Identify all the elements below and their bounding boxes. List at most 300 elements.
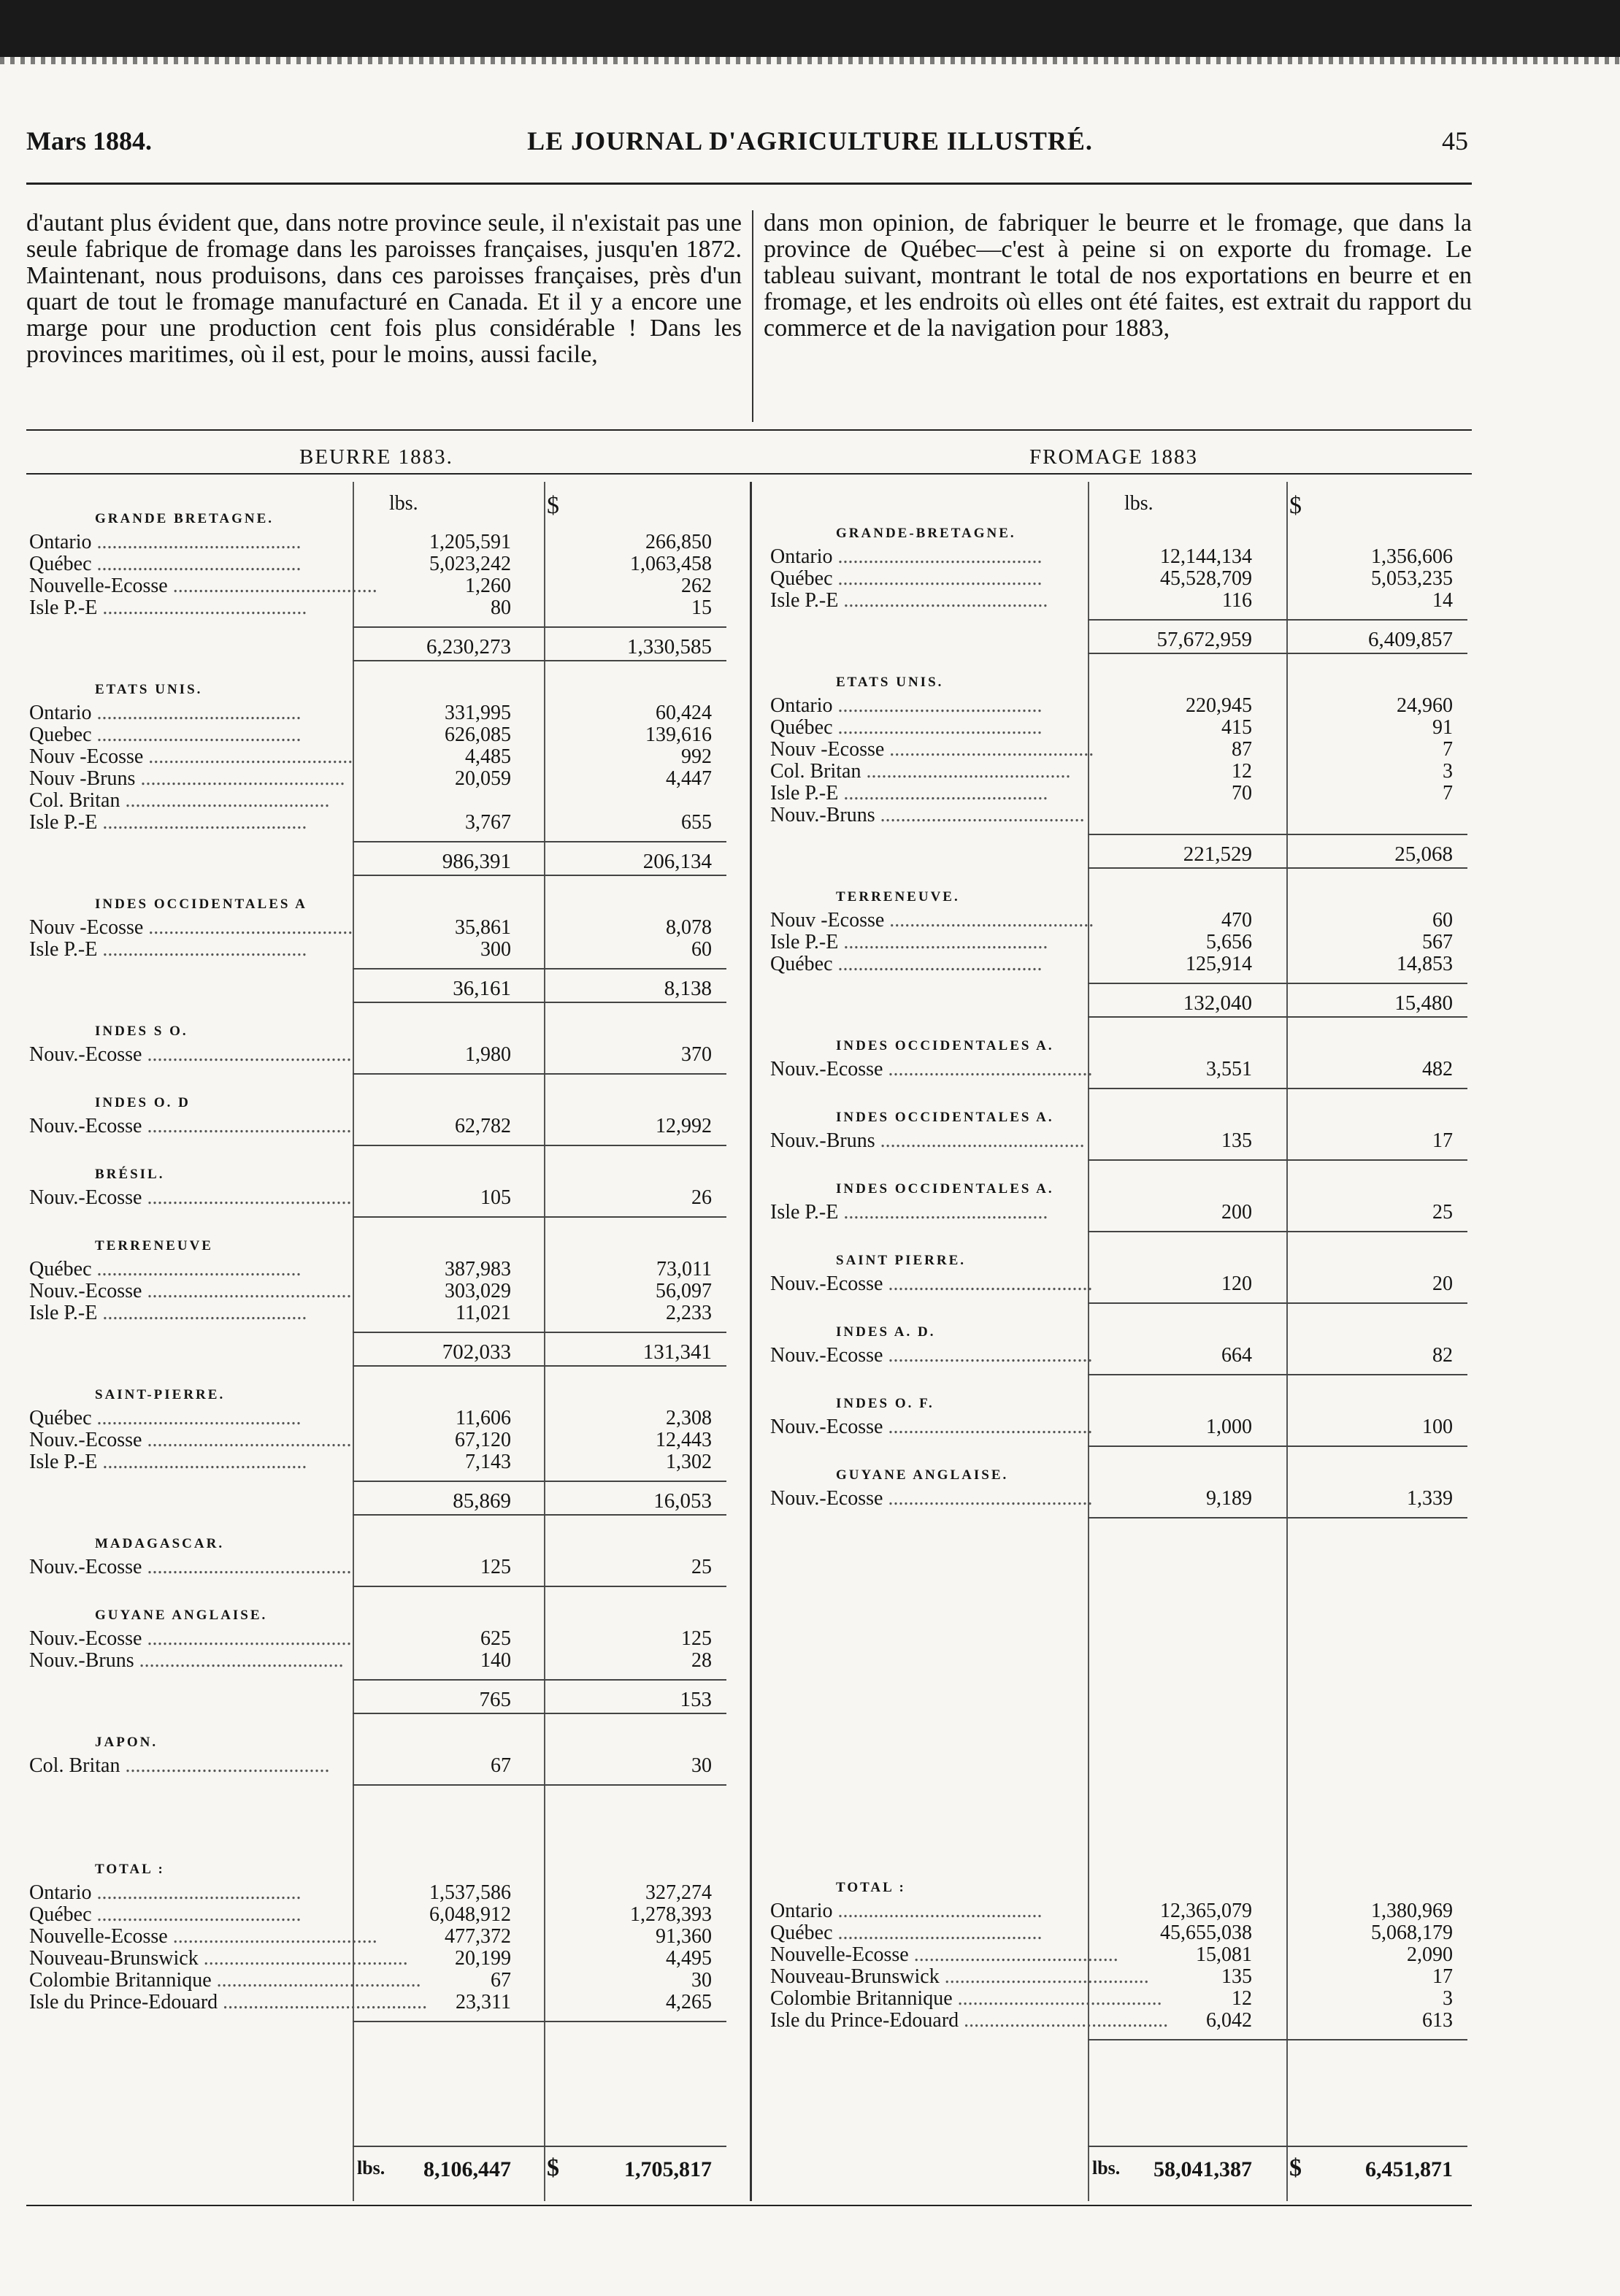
row-label-text: Quebec [29, 723, 92, 746]
row-lbs: 300 [480, 938, 511, 961]
fromage-group-title: INDES OCCIDENTALES A. [836, 1181, 1054, 1197]
subtotal-rule [353, 841, 726, 842]
beurre-table-row [29, 1044, 712, 1066]
row-label [770, 1272, 1093, 1295]
fromage-table-row [770, 568, 1453, 590]
leader-dots: ........................................ [198, 1947, 408, 1970]
beurre-table-row [29, 790, 712, 812]
beurre-group-title: ETATS UNIS. [95, 682, 203, 697]
row-label-text: Isle P.-E [770, 589, 839, 612]
leader-dots: ........................................ [91, 1407, 302, 1429]
leader-dots: ........................................ [952, 1987, 1162, 2010]
row-label [29, 1556, 352, 1578]
intro-bottom-rule [26, 429, 1472, 431]
row-dollars: 3 [1443, 760, 1453, 783]
fromage-group-title: TERRENEUVE. [836, 889, 960, 905]
beurre-table-row [29, 1926, 712, 1948]
row-dollars: 17 [1432, 1965, 1453, 1988]
row-lbs: 5,656 [1206, 931, 1252, 953]
row-dollars: 2,090 [1407, 1943, 1453, 1966]
row-label-text: Nouv.-Ecosse [29, 1280, 142, 1302]
subtotal-lbs: 6,230,273 [426, 635, 511, 659]
group-rule [1088, 1088, 1467, 1089]
row-label-text: Nouv.-Bruns [29, 1649, 134, 1672]
row-lbs: 3,767 [465, 811, 511, 834]
fromage-table-row [770, 695, 1453, 717]
subtotal-bottom-rule [1088, 1016, 1467, 1018]
group-rule [353, 1586, 726, 1587]
row-dollars: 262 [681, 575, 712, 597]
row-dollars: 60,424 [656, 702, 712, 724]
row-label [770, 1987, 1162, 2010]
row-label-text: Québec [29, 1903, 92, 1926]
beurre-group-title: TERRENEUVE [95, 1238, 213, 1253]
leader-dots: ........................................ [884, 909, 1094, 932]
row-label-text: Nouv -Bruns [29, 767, 136, 790]
row-dollars: 655 [681, 811, 712, 834]
row-dollars: 25 [691, 1556, 712, 1578]
beurre-table-row [29, 1302, 712, 1324]
intro-paragraph-right: dans mon opinion, de fabriquer le beurre et le fromage, que dans la province de Québec—c'est à peine si on exporte du fromage. Le tableau suivant, montrant le total de nos exportations en beurre et en fromage, et les endroits où elles ont été faites, est extrait du rapport du commerce et de la navigation pour 1883, [764, 210, 1472, 342]
row-label-text: Nouv.-Ecosse [29, 1043, 142, 1066]
fromage-group-title: INDES A. D. [836, 1324, 936, 1340]
fromage-table-row [770, 590, 1453, 612]
row-dollars: 2,308 [666, 1407, 712, 1429]
leader-dots: ........................................ [142, 1429, 352, 1451]
row-dollars: 12,443 [656, 1429, 712, 1451]
row-dollars: 60 [691, 938, 712, 961]
leader-dots: ........................................ [134, 1649, 344, 1672]
row-dollars: 7 [1443, 782, 1453, 805]
row-label-text: Québec [29, 553, 92, 575]
leader-dots: ........................................ [91, 723, 302, 746]
fromage-table-row [770, 1130, 1453, 1152]
beurre-subtotal-row [29, 1489, 712, 1513]
row-dollars: 4,265 [666, 1991, 712, 2013]
row-lbs: 664 [1221, 1344, 1252, 1367]
row-label-text: Nouveau-Brunswick [770, 1965, 940, 1988]
beurre-table-row [29, 531, 712, 553]
row-lbs: 387,983 [445, 1258, 511, 1281]
row-lbs: 625 [480, 1627, 511, 1650]
leader-dots: ........................................ [883, 1272, 1093, 1295]
row-label [770, 2009, 1169, 2032]
row-label-text: Isle P.-E [29, 938, 98, 961]
row-lbs: 135 [1221, 1129, 1252, 1152]
row-lbs: 331,995 [445, 702, 511, 724]
leader-dots: ........................................ [120, 1754, 330, 1777]
row-label [29, 1259, 348, 1281]
row-label [770, 1416, 1093, 1438]
row-label [770, 590, 1083, 612]
row-label [29, 1302, 348, 1324]
row-dollars: 4,495 [666, 1947, 712, 1970]
leader-dots: ........................................ [884, 738, 1094, 761]
row-lbs: 1,980 [465, 1043, 511, 1066]
row-label-text: Nouv -Ecosse [770, 738, 885, 761]
fromage-table-row [770, 739, 1453, 761]
row-lbs: 120 [1221, 1272, 1252, 1295]
leader-dots: ........................................ [211, 1969, 421, 1992]
row-dollars: 1,339 [1407, 1487, 1453, 1510]
fromage-table-row [770, 1416, 1453, 1438]
fromage-table-row [770, 932, 1453, 953]
beurre-group-title: INDES OCCIDENTALES A [95, 896, 307, 912]
row-dollars: 15 [691, 596, 712, 619]
row-label [29, 597, 348, 619]
fromage-unit-lbs: lbs. [1124, 492, 1153, 515]
row-label [29, 553, 348, 575]
row-lbs: 220,945 [1186, 694, 1252, 717]
leader-dots: ........................................ [838, 1201, 1048, 1224]
row-lbs: 6,042 [1206, 2009, 1252, 2032]
row-label [770, 805, 1083, 826]
group-rule [1088, 1302, 1467, 1304]
row-label [29, 1755, 348, 1777]
row-dollars: 60 [1432, 909, 1453, 932]
row-label-text: Ontario [770, 694, 833, 717]
row-dollars: 30 [691, 1969, 712, 1992]
row-lbs: 116 [1222, 589, 1252, 612]
row-lbs: 23,311 [456, 1991, 511, 2013]
leader-dots: ........................................ [883, 1416, 1093, 1438]
row-label-text: Nouvelle-Ecosse [29, 1925, 168, 1948]
row-label-text: Ontario [770, 545, 833, 568]
row-dollars: 1,302 [666, 1451, 712, 1473]
subtotal-bottom-rule [1088, 653, 1467, 654]
row-label-text: Nouv -Ecosse [29, 745, 144, 768]
leader-dots: ........................................ [883, 1344, 1093, 1367]
row-label [29, 745, 353, 768]
row-dollars: 20 [1432, 1272, 1453, 1295]
row-label [770, 1202, 1083, 1224]
beurre-table-row [29, 746, 712, 768]
row-label-text: Ontario [29, 702, 92, 724]
beurre-table-row [29, 1429, 712, 1451]
subtotal-bottom-rule [353, 1002, 726, 1003]
row-label [29, 939, 348, 961]
leader-dots: ........................................ [142, 1043, 352, 1066]
row-label [770, 1900, 1083, 1922]
row-label-text: Col. Britan [770, 760, 861, 783]
leader-dots: ........................................ [97, 1302, 307, 1324]
row-dollars: 139,616 [645, 723, 712, 746]
row-lbs: 70 [1232, 782, 1252, 805]
subtotal-dollars: 153 [680, 1688, 712, 1711]
fromage-table-row [770, 1488, 1453, 1510]
leader-dots: ........................................ [97, 1451, 307, 1473]
subtotal-lbs: 765 [479, 1688, 511, 1711]
fromage-table-row [770, 1922, 1453, 1944]
leader-dots: ........................................ [861, 760, 1071, 783]
fromage-table-row [770, 1345, 1453, 1367]
group-rule [353, 1073, 726, 1075]
fromage-subtotal-row [770, 628, 1453, 651]
subtotal-lbs: 57,672,959 [1156, 628, 1252, 651]
row-label [29, 531, 348, 553]
beurre-group-title: GRANDE BRETAGNE. [95, 511, 275, 526]
subtotal-dollars: 206,134 [642, 850, 712, 873]
row-label [29, 790, 348, 812]
beurre-table-row [29, 1755, 712, 1777]
subtotal-bottom-rule [353, 1514, 726, 1516]
row-dollars: 482 [1422, 1058, 1453, 1080]
subtotal-dollars: 131,341 [642, 1340, 712, 1364]
leader-dots: ........................................ [959, 2009, 1169, 2032]
fromage-table-row [770, 783, 1453, 805]
header-rule [26, 183, 1472, 185]
leader-dots: ........................................ [97, 811, 307, 834]
leader-dots: ........................................ [838, 931, 1048, 953]
row-label [770, 1130, 1083, 1152]
beurre-grand-dollars: 1,705,817 [624, 2157, 712, 2181]
row-label-text: Isle P.-E [770, 1201, 839, 1224]
row-dollars: 1,356,606 [1371, 545, 1453, 568]
beurre-subtotal-row [29, 1340, 712, 1364]
row-label-text: Colombie Britannique [770, 1987, 953, 2010]
row-label [770, 695, 1083, 717]
fromage-group-title: SAINT PIERRE. [836, 1253, 967, 1268]
row-label [770, 1943, 1118, 1966]
row-label-text: Ontario [29, 531, 92, 553]
row-label-text: Nouveau-Brunswick [29, 1947, 199, 1970]
fromage-grand-dollar-label: $ [1289, 2154, 1302, 2181]
row-lbs: 6,048,912 [429, 1903, 511, 1926]
journal-title: LE JOURNAL D'AGRICULTURE ILLUSTRÉ. [527, 126, 1093, 156]
fromage-table-row [770, 2010, 1453, 2032]
row-dollars: 370 [681, 1043, 712, 1066]
beurre-table-row [29, 939, 712, 961]
row-label-text: Isle P.-E [770, 931, 839, 953]
fromage-subtotal-row [770, 842, 1453, 866]
leader-dots: ........................................ [167, 1925, 377, 1948]
row-label-text: Col. Britan [29, 1754, 120, 1777]
leader-dots: ........................................ [91, 553, 302, 575]
fromage-table-row [770, 1900, 1453, 1922]
row-dollars: 14 [1432, 589, 1453, 612]
beurre-grand-dollar-label: $ [547, 2154, 559, 2181]
row-label-text: Isle P.-E [29, 596, 98, 619]
subtotal-lbs: 702,033 [442, 1340, 511, 1364]
fromage-table-row [770, 1202, 1453, 1224]
row-label [29, 1043, 352, 1066]
row-lbs: 67 [491, 1969, 511, 1992]
leader-dots: ........................................ [97, 938, 307, 961]
beurre-table-row [29, 597, 712, 619]
subtotal-bottom-rule [353, 1713, 726, 1714]
fromage-table-row [770, 1966, 1453, 1988]
group-rule [353, 1216, 726, 1218]
row-dollars: 91 [1432, 716, 1453, 739]
row-lbs: 5,023,242 [429, 553, 511, 575]
row-lbs: 105 [480, 1186, 511, 1209]
group-rule [1088, 1517, 1467, 1518]
page-number: 45 [1442, 126, 1468, 156]
row-label-text: Nouv.-Bruns [770, 1129, 875, 1152]
leader-dots: ........................................ [883, 1058, 1093, 1080]
row-dollars: 24,960 [1397, 694, 1453, 717]
row-lbs: 303,029 [445, 1280, 511, 1302]
row-label-text: Québec [770, 953, 833, 975]
group-rule [1088, 1159, 1467, 1161]
fromage-subtotal-row [770, 991, 1453, 1015]
row-lbs: 7,143 [465, 1451, 511, 1473]
beurre-subtotal-row [29, 635, 712, 659]
beurre-grand-lbs-label: lbs. [357, 2157, 385, 2178]
row-dollars: 1,278,393 [630, 1903, 712, 1926]
group-rule [1088, 1445, 1467, 1447]
row-lbs: 470 [1221, 909, 1252, 932]
beurre-table-row [29, 1281, 712, 1302]
subtotal-dollars: 6,409,857 [1368, 628, 1453, 651]
row-label [770, 546, 1083, 568]
row-dollars: 1,380,969 [1371, 1900, 1453, 1922]
row-dollars: 100 [1422, 1416, 1453, 1438]
beurre-table-row [29, 1408, 712, 1429]
row-lbs: 1,000 [1206, 1416, 1252, 1438]
row-lbs: 62,782 [455, 1115, 511, 1137]
leader-dots: ........................................ [883, 1487, 1093, 1510]
row-label-text: Québec [770, 716, 833, 739]
row-dollars: 14,853 [1397, 953, 1453, 975]
row-label [29, 916, 353, 939]
beurre-table-row [29, 1650, 712, 1672]
row-lbs: 3,551 [1206, 1058, 1252, 1080]
row-dollars: 12,992 [656, 1115, 712, 1137]
intro-paragraph-left: d'autant plus évident que, dans notre province seule, il n'existait pas une seule fabrique de fromage dans les paroisses françaises, jusqu'en 1872. Maintenant, nous produisons, dans ces paroisses françaises, près d'un quart de tout le fromage manufacturé en Canada. Et il y a encore une marge pour une production cent fois plus considérable ! Dans les provinces maritimes, où il est, pour le moins, aussi facile, [26, 210, 742, 368]
row-label-text: Nouv.-Ecosse [770, 1344, 883, 1367]
subtotal-lbs: 986,391 [442, 850, 511, 873]
beurre-group-title: INDES O. D [95, 1095, 191, 1110]
row-dollars: 28 [691, 1649, 712, 1672]
subtotal-bottom-rule [1088, 867, 1467, 869]
beurre-subtotal-row [29, 977, 712, 1000]
grand-total-rule [353, 2146, 726, 2147]
row-lbs: 12,365,079 [1160, 1900, 1252, 1922]
subtotal-dollars: 25,068 [1394, 842, 1453, 866]
row-dollars: 25 [1432, 1201, 1453, 1224]
row-dollars: 1,063,458 [630, 553, 712, 575]
row-dollars: 56,097 [656, 1280, 712, 1302]
beurre-table-row [29, 1628, 712, 1650]
row-label [29, 1925, 377, 1948]
row-label [29, 1186, 352, 1209]
fromage-table-row [770, 1988, 1453, 2010]
row-lbs: 140 [480, 1649, 511, 1672]
fromage-group-title: GRANDE-BRETAGNE. [836, 526, 1016, 541]
leader-dots: ........................................ [91, 702, 302, 724]
row-dollars: 82 [1432, 1344, 1453, 1367]
subtotal-rule [353, 1481, 726, 1482]
row-label [29, 1280, 352, 1302]
row-label [29, 1408, 348, 1429]
group-rule [1088, 2039, 1467, 2040]
row-label-text: Nouvelle-Ecosse [770, 1943, 909, 1966]
subtotal-rule [1088, 834, 1467, 835]
subtotal-dollars: 16,053 [653, 1489, 712, 1513]
row-lbs: 1,260 [465, 575, 511, 597]
page-date: Mars 1884. [26, 126, 152, 156]
row-label [29, 812, 348, 834]
leader-dots: ........................................ [832, 694, 1043, 717]
row-dollars: 4,447 [666, 767, 712, 790]
leader-dots: ........................................ [143, 745, 353, 768]
leader-dots: ........................................ [91, 1903, 302, 1926]
fromage-table-row [770, 546, 1453, 568]
row-dollars: 8,078 [666, 916, 712, 939]
row-label-text: Isle P.-E [29, 811, 98, 834]
row-lbs: 1,205,591 [429, 531, 511, 553]
beurre-table-row [29, 812, 712, 834]
beurre-group-title: TOTAL : [95, 1862, 165, 1877]
group-rule [1088, 1374, 1467, 1375]
fromage-grand-lbs-label: lbs. [1092, 2157, 1121, 2178]
row-label [770, 953, 1083, 975]
row-label [29, 1115, 352, 1137]
row-label-text: Nouvelle-Ecosse [29, 575, 168, 597]
leader-dots: ........................................ [142, 1186, 352, 1209]
subtotal-bottom-rule [353, 1365, 726, 1367]
row-lbs: 12,144,134 [1160, 545, 1252, 568]
row-label-text: Québec [29, 1258, 92, 1281]
row-lbs: 1,537,586 [429, 1881, 511, 1904]
row-label [770, 568, 1083, 590]
fromage-table-row [770, 717, 1453, 739]
row-dollars: 73,011 [656, 1258, 712, 1281]
leader-dots: ........................................ [142, 1115, 352, 1137]
leader-dots: ........................................ [832, 716, 1043, 739]
leader-dots: ........................................ [838, 782, 1048, 805]
subtotal-rule [353, 968, 726, 970]
fromage-group-title: INDES OCCIDENTALES A. [836, 1110, 1054, 1125]
leader-dots: ........................................ [91, 1881, 302, 1904]
subtotal-rule [1088, 619, 1467, 621]
row-label-text: Nouv.-Ecosse [770, 1416, 883, 1438]
subtotal-rule [353, 1679, 726, 1681]
beurre-table-row [29, 1882, 712, 1904]
row-label-text: Nouv.-Bruns [770, 804, 875, 826]
row-lbs: 125,914 [1186, 953, 1252, 975]
row-label-text: Nouv.-Ecosse [770, 1058, 883, 1080]
beurre-group-title: MADAGASCAR. [95, 1536, 225, 1551]
beurre-table-row [29, 575, 712, 597]
row-label-text: Nouv -Ecosse [770, 909, 885, 932]
row-lbs: 477,372 [445, 1925, 511, 1948]
row-label-text: Québec [770, 1921, 833, 1944]
leader-dots: ........................................ [875, 1129, 1085, 1152]
row-label-text: Nouv.-Ecosse [29, 1115, 142, 1137]
beurre-table-row [29, 1451, 712, 1473]
leader-dots: ........................................ [142, 1556, 352, 1578]
row-label [29, 1451, 348, 1473]
row-label-text: Québec [770, 567, 833, 590]
beurre-table-row [29, 1970, 712, 1992]
group-rule [353, 1145, 726, 1146]
row-lbs: 80 [491, 596, 511, 619]
row-label-text: Isle P.-E [770, 782, 839, 805]
row-dollars: 30 [691, 1754, 712, 1777]
beurre-table-row [29, 553, 712, 575]
fromage-grand-dollars: 6,451,871 [1365, 2157, 1453, 2181]
beurre-group-title: INDES S O. [95, 1024, 188, 1039]
row-dollars: 266,850 [645, 531, 712, 553]
fromage-table-row [770, 910, 1453, 932]
beurre-unit-lbs: lbs. [389, 492, 418, 515]
row-dollars: 613 [1422, 2009, 1453, 2032]
row-label [770, 1487, 1093, 1510]
subtotal-dollars: 8,138 [664, 977, 712, 1000]
subtotal-rule [1088, 983, 1467, 984]
